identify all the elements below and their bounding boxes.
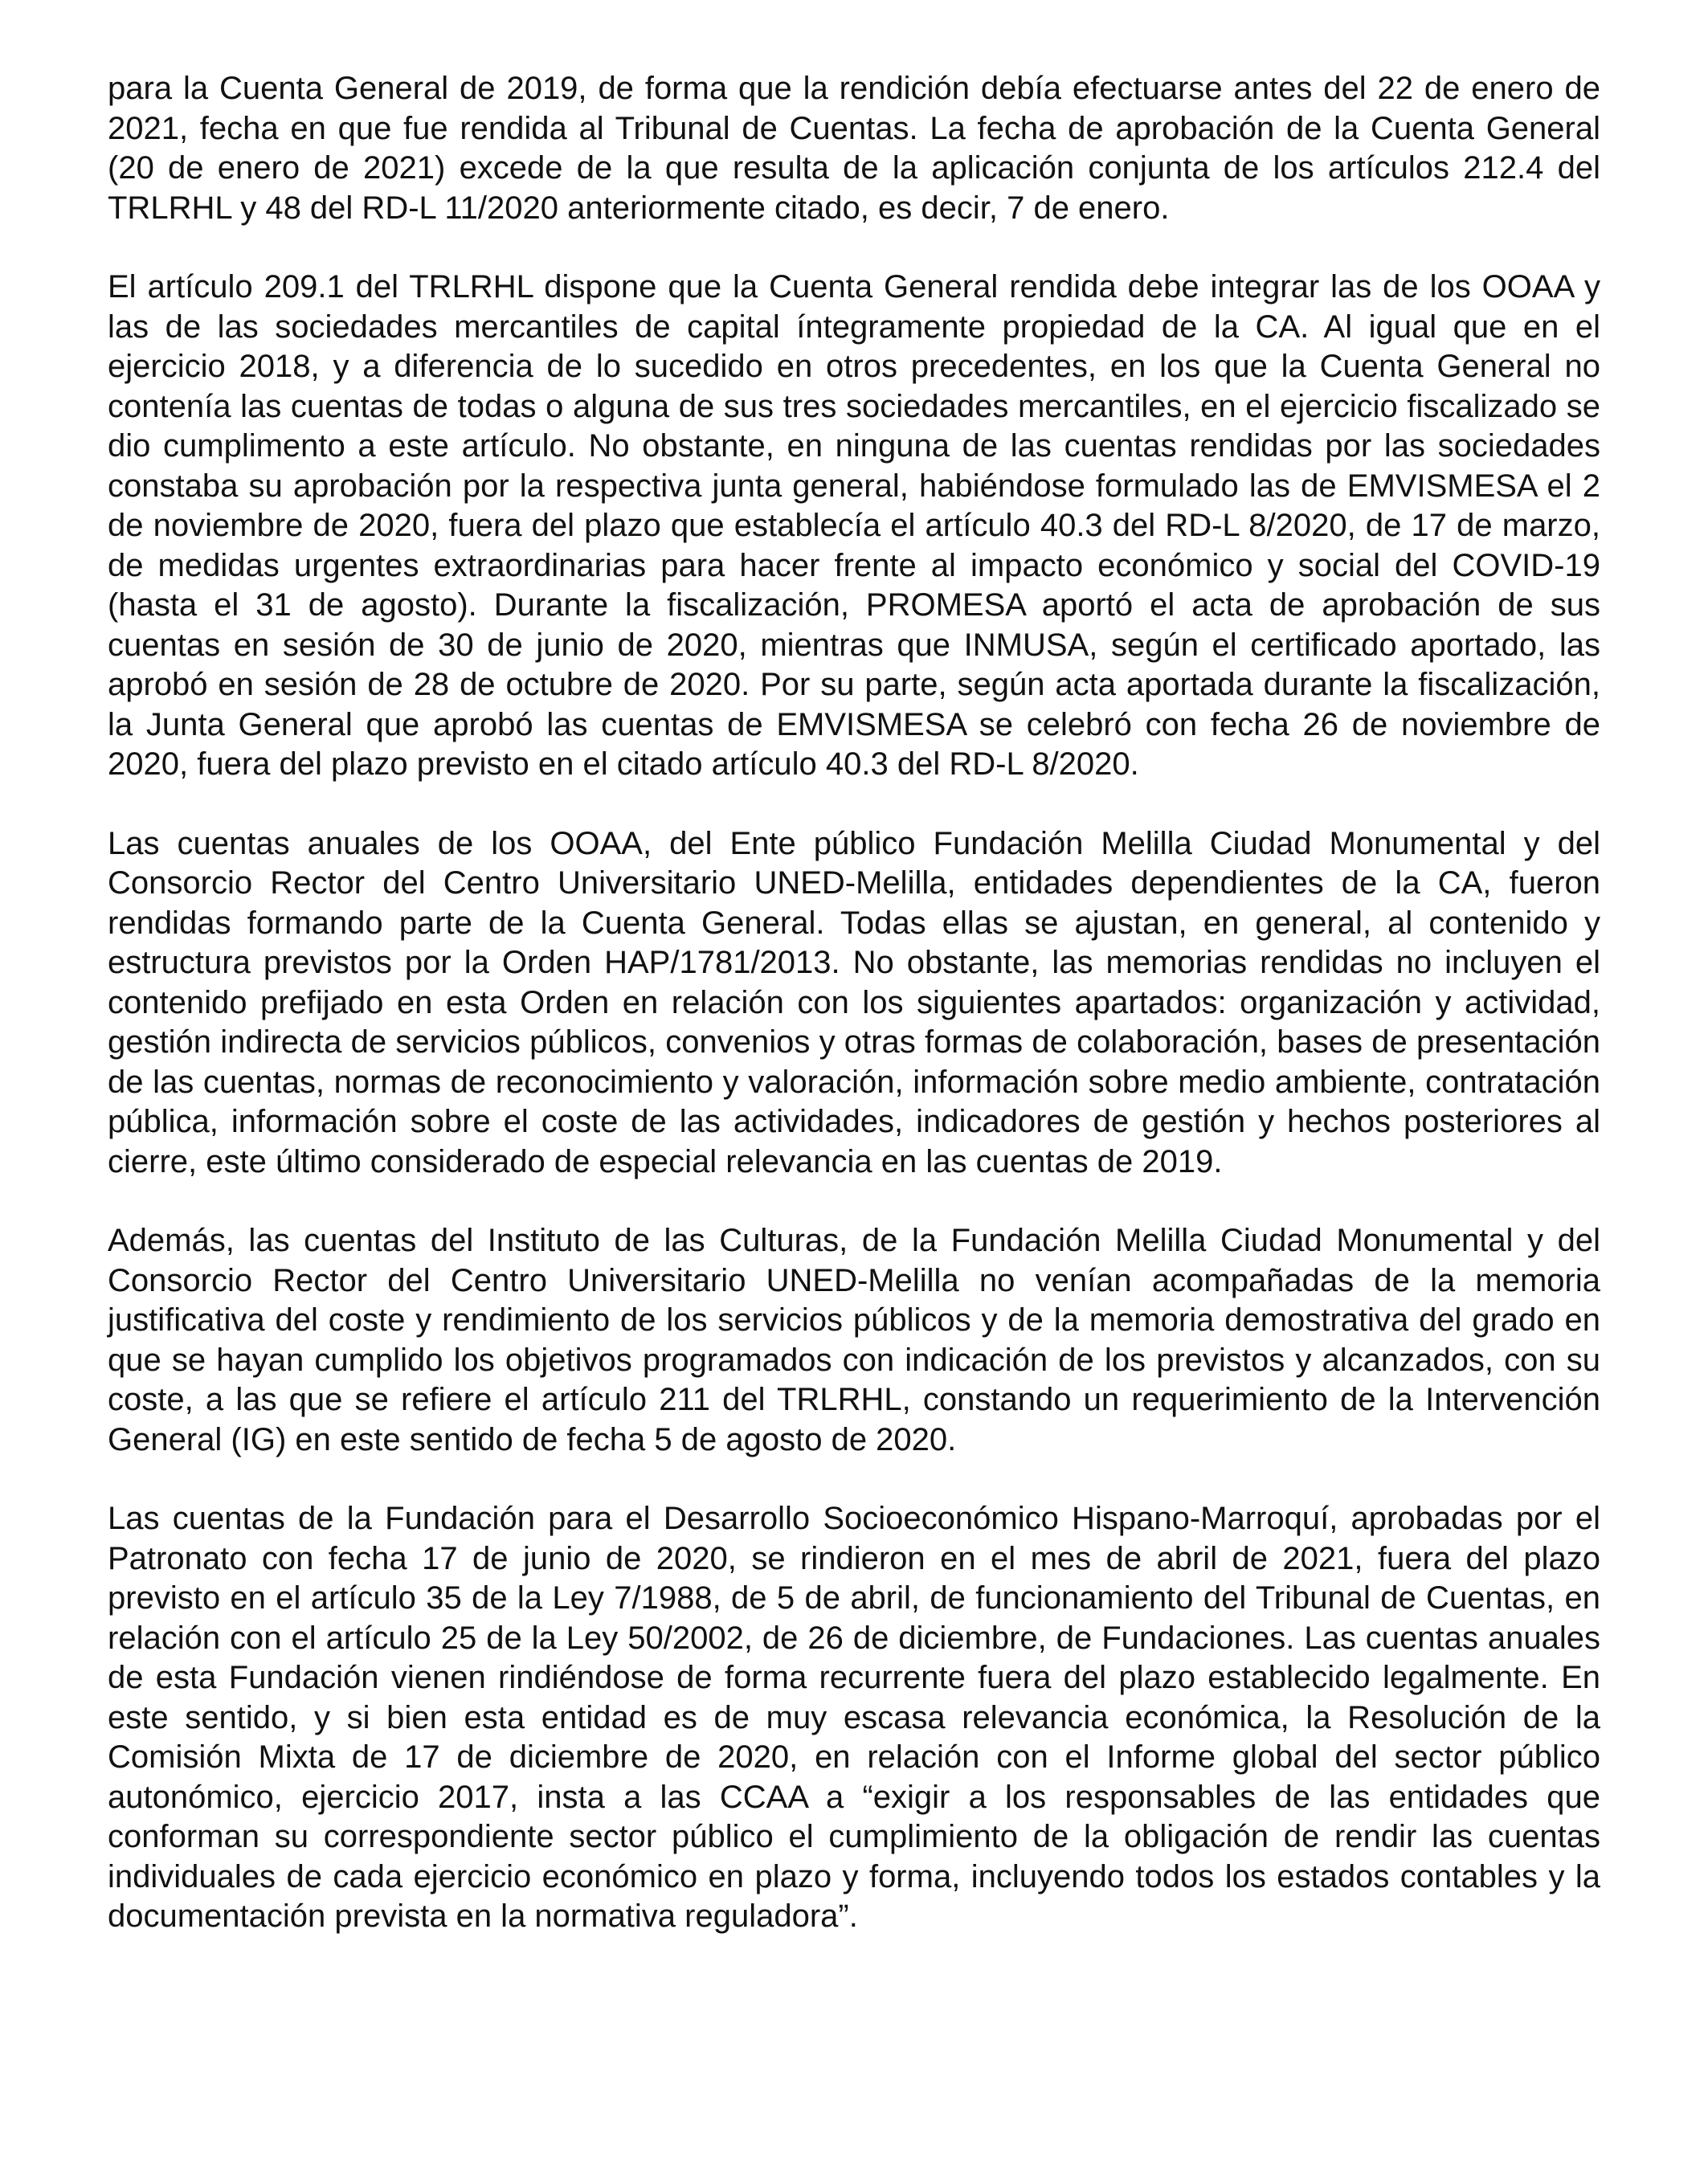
- paragraph-cuenta-general-2019: para la Cuenta General de 2019, de forma que la rendición debía efectuarse antes del 22 de enero de 2021, fecha en que fue rendida al Tribunal de Cuentas. La fecha de aprobación de la Cuenta General (20 de enero de 2021) excede de la que resulta de la aplicación conjunta de los artículos 212.4 del TRLRHL y 48 del RD-L 11/2020 anteriormente citado, es decir, 7 de enero.: [108, 71, 1600, 226]
- paragraph-cuentas-anuales-ooaa: Las cuentas anuales de los OOAA, del Ente público Fundación Melilla Ciudad Monumental y del Consorcio Rector del Centro Universitario UNED-Melilla, entidades dependientes de la CA, fueron rendidas formando parte de la Cuenta General. Todas ellas se ajustan, en general, al contenido y estructura previstos por la Orden HAP/1781/2013. No obstante, las memorias rendidas no incluyen el contenido prefijado en esta Orden en relación con los siguientes apartados: organización y actividad, gestión indirecta de servicios públicos, convenios y otras formas de colaboración, bases de presentación de las cuentas, normas de reconocimiento y valoración, información sobre medio ambiente, contratación pública, información sobre el coste de las actividades, indicadores de gestión y hechos posteriores al cierre, este último considerado de especial relevancia en las cuentas de 2019.: [108, 825, 1600, 1179]
- paragraph-articulo-209: El artículo 209.1 del TRLRHL dispone que la Cuenta General rendida debe integrar las de los OOAA y las de las sociedades mercantiles de capital íntegramente propiedad de la CA. Al igual que en el ejercicio 2018, y a diferencia de lo sucedido en otros precedentes, en los que la Cuenta General no contenía las cuentas de todas o alguna de sus tres sociedades mercantiles, en el ejercicio fiscalizado se dio cumplimento a este artículo. No obstante, en ninguna de las cuentas rendidas por las sociedades constaba su aprobación por la respectiva junta general, habiéndose formulado las de EMVISMESA el 2 de noviembre de 2020, fuera del plazo que establecía el artículo 40.3 del RD-L 8/2020, de 17 de marzo, de medidas urgentes extraordinarias para hacer frente al impacto económico y social del COVID-19 (hasta el 31 de agosto). Durante la fiscalización, PROMESA aportó el acta de aprobación de sus cuentas en sesión de 30 de junio de 2020, mientras que INMUSA, según el certificado aportado, las aprobó en sesión de 28 de octubre de 2020. Por su parte, según acta aportada durante la fiscalización, la Junta General que aprobó las cuentas de EMVISMESA se celebró con fecha 26 de noviembre de 2020, fuera del plazo previsto en el citado artículo 40.3 del RD-L 8/2020.: [108, 269, 1600, 782]
- paragraph-fundacion-hispano-marroqui: Las cuentas de la Fundación para el Desarrollo Socioeconómico Hispano-Marroquí, aprobadas por el Patronato con fecha 17 de junio de 2020, se rindieron en el mes de abril de 2021, fuera del plazo previsto en el artículo 35 de la Ley 7/1988, de 5 de abril, de funcionamiento del Tribunal de Cuentas, en relación con el artículo 25 de la Ley 50/2002, de 26 de diciembre, de Fundaciones. Las cuentas anuales de esta Fundación vienen rindiéndose de forma recurrente fuera del plazo establecido legalmente. En este sentido, y si bien esta entidad es de muy escasa relevancia económica, la Resolución de la Comisión Mixta de 17 de diciembre de 2020, en relación con el Informe global del sector público autonómico, ejercicio 2017, insta a las CCAA a “exigir a los responsables de las entidades que conforman su correspondiente sector público el cumplimiento de la obligación de rendir las cuentas individuales de cada ejercicio económico en plazo y forma, incluyendo todos los estados contables y la documentación prevista en la normativa reguladora”.: [108, 1501, 1600, 1934]
- document-body: [108, 69, 1600, 1976]
- paragraph-memoria-justificativa: Además, las cuentas del Instituto de las Culturas, de la Fundación Melilla Ciudad Monumental y del Consorcio Rector del Centro Universitario UNED-Melilla no venían acompañadas de la memoria justificativa del coste y rendimiento de los servicios públicos y de la memoria demostrativa del grado en que se hayan cumplido los objetivos programados con indicación de los previstos y alcanzados, con su coste, a las que se refiere el artículo 211 del TRLRHL, constando un requerimiento de la Intervención General (IG) en este sentido de fecha 5 de agosto de 2020.: [108, 1223, 1600, 1457]
